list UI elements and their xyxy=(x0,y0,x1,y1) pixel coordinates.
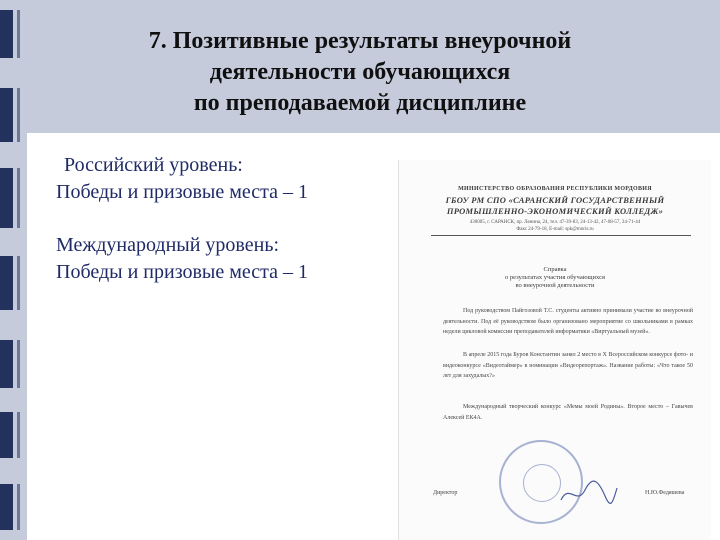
russian-level-label: Российский уровень: xyxy=(64,154,243,176)
russian-level-result: Победы и призовые места – 1 xyxy=(56,181,309,203)
left-decorative-bar xyxy=(0,0,27,540)
doc-ref-line: во внеурочной деятельности xyxy=(515,282,595,289)
title-line: деятельности обучающихся xyxy=(209,59,511,85)
certificate-document-image xyxy=(398,160,711,540)
doc-director-name: Н.Ю.Федяшева xyxy=(645,490,685,496)
stripe-4 xyxy=(0,256,13,310)
doc-divider xyxy=(431,235,691,236)
international-level-label: Международный уровень: xyxy=(56,234,279,256)
stripe-3 xyxy=(0,168,13,228)
slide-title xyxy=(100,26,620,119)
title-line: 7. Позитивные результаты внеурочной xyxy=(148,28,572,54)
doc-address: 430005, г. САРАНСК, пр. Ленина, 24, тел. 47-39-83, 24-13-42, 47-08-57, 24-71-44 xyxy=(469,220,641,225)
stripe-1 xyxy=(0,10,13,58)
international-level-result: Победы и призовые места – 1 xyxy=(56,261,309,283)
doc-director-label: Директор xyxy=(433,490,458,496)
doc-paragraph-1: Под руководством Пайгозовой Т.С. студенты активно принимали участие во внеурочной деятельности. Под её руководством было организовано мероприятие со школьниками в рамках недели цикловой комиссии преподавателей информатики «Виртуальный музей». xyxy=(443,308,693,335)
signature-icon xyxy=(559,478,619,508)
doc-org-line-1: ГБОУ РМ СПО «САРАНСКИЙ ГОСУДАРСТВЕННЫЙ xyxy=(445,195,665,205)
doc-ref-title xyxy=(399,266,711,290)
doc-org-line-2: ПРОМЫШЛЕННО-ЭКОНОМИЧЕСКИЙ КОЛЛЕДЖ» xyxy=(446,206,664,216)
stripe-5 xyxy=(0,340,13,388)
title-line: по преподаваемой дисциплине xyxy=(193,90,527,116)
doc-ref-line: о результатах участия обучающихся xyxy=(505,274,605,281)
stripe-6 xyxy=(0,412,13,458)
doc-ministry: МИНИСТЕРСТВО ОБРАЗОВАНИЯ РЕСПУБЛИКИ МОРДОВИЯ xyxy=(458,186,652,192)
doc-paragraph-3: Международный творческий конкурс «Мемы моей Родины». Второе место – Гавычев Алексей ЕК4А. xyxy=(443,404,693,421)
doc-ref-line: Справка xyxy=(543,266,567,273)
doc-fax: Факс 24-79-18, E-mail: spk@moris.ru xyxy=(516,227,594,232)
stripe-2 xyxy=(0,88,13,142)
doc-paragraph-2: В апреле 2015 года Буров Константин занял 2 место в X Всероссийском конкурсе фото- и видеоконкурсе «Видеотаймер» в номинации «Видеорепортаж». Название работы: «Что такое 50 лет для захудалых?» xyxy=(443,352,693,379)
stripe-7 xyxy=(0,484,13,530)
